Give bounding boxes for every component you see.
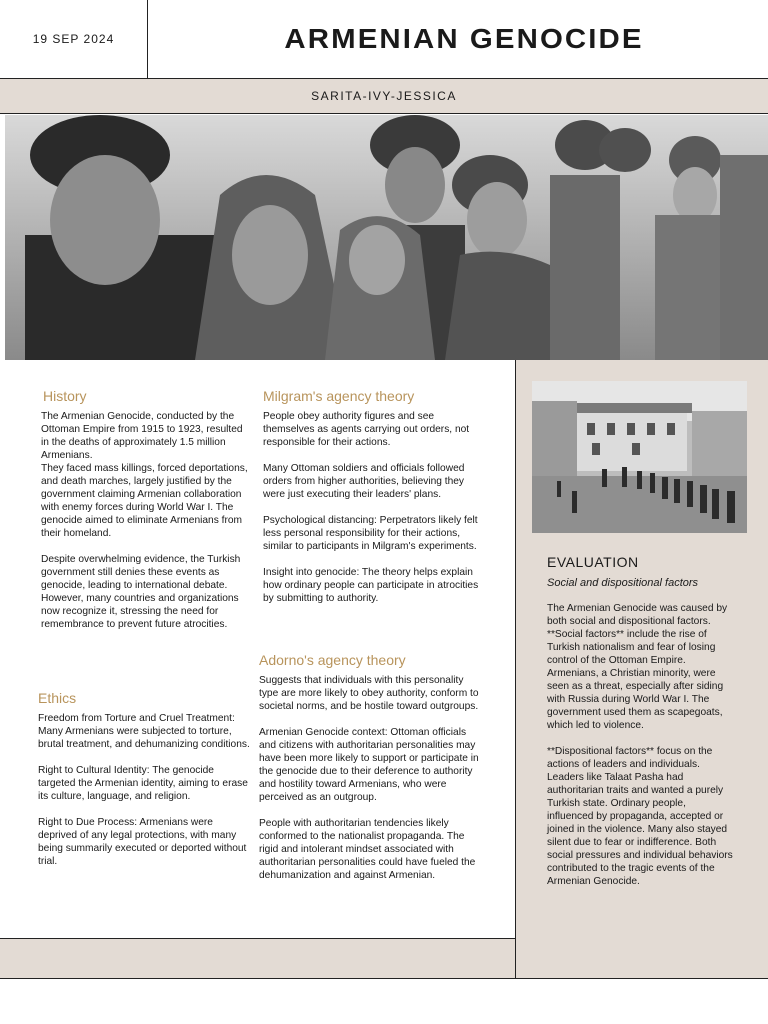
ethics-heading: Ethics [38, 690, 77, 706]
history-paragraph-2: Despite overwhelming evidence, the Turkish government still denies these events as genocide, leading to international debate. However, many countries and organizations now recognize it, stressing the need for remembrance to prevent future atrocities. [41, 554, 244, 630]
evaluation-subtitle: Social and dispositional factors [547, 577, 699, 589]
authors-banner: SARITA-IVY-JESSICA [0, 79, 768, 114]
header [0, 0, 768, 79]
milgram-paragraph-4: Insight into genocide: The theory helps explain how ordinary people can participate in atrocities by submitting to authority. [263, 567, 482, 604]
page-title: ARMENIAN GENOCIDE [284, 23, 644, 54]
street-photo-illustration [532, 381, 747, 533]
milgram-paragraph-1: People obey authority figures and see themselves as agents carrying out orders, not responsible for their actions. [263, 411, 472, 448]
adorno-paragraph-2: Armenian Genocide context: Ottoman officials and citizens with authoritarian personalities may have been more likely to support or participate in the genocide due to their deference to authority and hostility toward Armenians, who were perceived as an outgroup. [259, 727, 482, 803]
main-photo [5, 115, 768, 360]
evaluation-title: EVALUATION [547, 554, 639, 570]
adorno-paragraph-3: People with authoritarian tendencies likely conformed to the nationalist propaganda. The rigid and intolerant mindset associated with authoritarian personalities could have fueled the dehumanization and against Armenian. [259, 818, 479, 881]
ethics-paragraph-3: Right to Due Process: Armenians were deprived of any legal protections, with many being summarily executed or deported without trial. [38, 817, 250, 867]
evaluation-paragraph-2: **Dispositional factors** focus on the actions of leaders and individuals. Leaders like Talaat Pasha had authoritarian traits and wanted a purely Turkish state. Ordinary people, influenced by propaganda, accepted or joined in the violence. Many also stayed silent due to fear or indifference. Both social pressures and individual behaviors contributed to the tragic events of the Armenian Genocide. [547, 746, 736, 887]
adorno-heading: Adorno's agency theory [259, 652, 406, 668]
ethics-section [38, 690, 250, 881]
bottom-band [0, 938, 515, 979]
footer-divider [0, 978, 768, 979]
publication-date: 19 SEP 2024 [0, 0, 148, 78]
history-paragraph-1: The Armenian Genocide, conducted by the Ottoman Empire from 1915 to 1923, resulted in the deaths of approximately 1.5 million Armenians. They faced mass killings, forced deportations, and death marches, largely justified by the government claiming Armenian collaboration with enemy forces during World War I. The genocide aimed to eliminate Armenians from their homeland. [41, 411, 248, 539]
evaluation-section [547, 554, 735, 901]
street-photo [532, 381, 747, 533]
adorno-paragraph-1: Suggests that individuals with this personality type are more likely to obey authority, conform to societal norms, and be hostile toward outgroups. [259, 675, 482, 712]
history-section [38, 388, 250, 644]
milgram-heading: Milgram's agency theory [263, 388, 415, 404]
milgram-section [263, 388, 481, 618]
ethics-paragraph-2: Right to Cultural Identity: The genocide targeted the Armenian identity, aiming to erase its culture, language, and religion. [38, 765, 251, 802]
adorno-section [259, 652, 482, 895]
main-photo-illustration [5, 115, 768, 360]
milgram-paragraph-3: Psychological distancing: Perpetrators likely felt less personal responsibility for their actions, similar to participants in Milgram's experiments. [263, 515, 481, 552]
milgram-paragraph-2: Many Ottoman soldiers and officials followed orders from higher authorities, believing they were just executing their leaders' plans. [263, 463, 468, 500]
evaluation-paragraph-1: The Armenian Genocide was caused by both social and dispositional factors. **Social factors** include the rise of Turkish nationalism and fear of losing control of the Ottoman Empire. Armenians, a Christian minority, were seen as a threat, especially after siding with Russia during World War I. The government used them as scapegoats, which led to violence. [547, 603, 730, 731]
history-heading: History [43, 388, 87, 404]
ethics-paragraph-1: Freedom from Torture and Cruel Treatment: Many Armenians were subjected to torture, brutal treatment, and dehumanizing conditions. [38, 713, 250, 750]
